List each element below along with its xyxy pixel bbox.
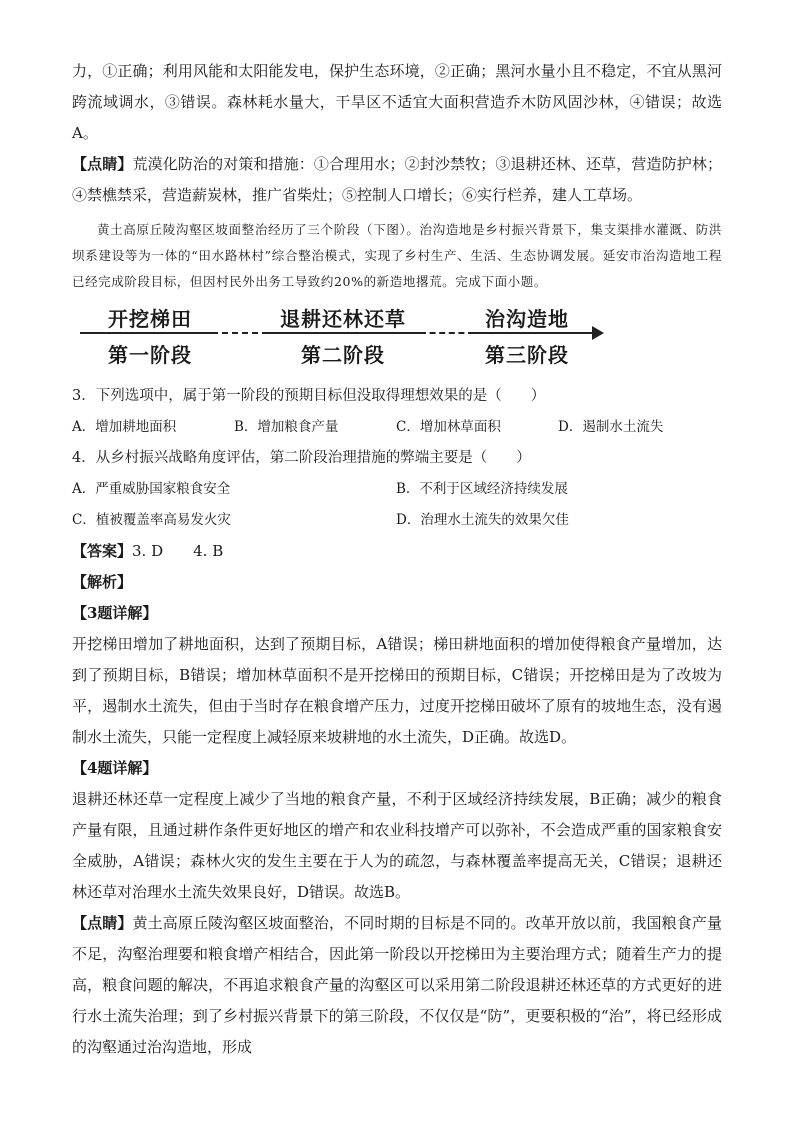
detail-3-text: 开挖梯田增加了耕地面积，达到了预期目标，A错误；梯田耕地面积的增加使得粮食产量增加，达到了预期目标，B错误；增加林草面积不是开挖梯田的预期目标，C错误；开挖梯田是为了改坡为平，遏制水土流失，但由于当时存在粮食增产压力，过度开挖梯田破坏了原有的坡地生态，没有遏制水土流失，只能一定程度上减轻原来坡耕地的水土流失，D正确。故选D。 xyxy=(72,635,722,746)
stages-diagram xyxy=(72,301,722,377)
document-page xyxy=(72,56,722,1063)
question-4-stem: 4．从乡村振兴战略角度评估，第二阶段治理措施的弊端主要是（ ） xyxy=(72,450,531,466)
tip-label: 【点睛】 xyxy=(72,155,133,173)
stage1-number: 第一阶段 xyxy=(108,343,192,367)
question-4-options-row2 xyxy=(72,505,722,536)
detail-4-label: 【4题详解】 xyxy=(72,759,158,777)
q4-option-a: A．严重威胁国家粮食安全 xyxy=(72,481,231,497)
analysis-label: 【解析】 xyxy=(72,573,133,591)
q4-option-b: B．不利于区域经济持续发展 xyxy=(396,481,568,497)
detail-3-label: 【3题详解】 xyxy=(72,604,158,622)
tip-2-text: 黄土高原丘陵沟壑区坡面整治，不同时期的目标是不同的。改革开放以前，我国粮食产量不足，沟壑治理要和粮食增产相结合，因此第一阶段以开挖梯田为主要治理方式；随着生产力的提高，粮食问题的解决，不再追求粮食产量的沟壑区可以采用第二阶段退耕还林还草的方式更好的进行水土流失治理；到了乡村振兴背景下的第三阶段，不仅仅是“防”，更要积极的“治”，将已经形成的沟壑通过治沟造地，形成 xyxy=(72,914,722,1056)
tip-paragraph xyxy=(72,908,722,1063)
question-3-options xyxy=(72,412,722,443)
q3-option-b: B．增加粮食产量 xyxy=(234,419,339,435)
stage2-number: 第二阶段 xyxy=(301,343,385,367)
stage1-label: 开挖梯田 xyxy=(108,307,192,331)
stage3-label: 治沟造地 xyxy=(485,307,569,331)
q3-option-c: C．增加林草面积 xyxy=(396,419,501,435)
paragraph-tip-desertification xyxy=(72,149,722,211)
detail-4-text: 退耕还林还草一定程度上减少了当地的粮食产量，不利于区域经济持续发展，B正确；减少的粮食产量有限，且通过耕作条件更好地区的增产和农业科技增产可以弥补，不会造成严重的国家粮食安全威胁，A错误；森林火灾的发生主要在于人为的疏忽，与森林覆盖率提高无关，C错误；退耕还林还草对治理水土流失效果良好，D错误。故选B。 xyxy=(72,790,722,901)
timeline-segment-3 xyxy=(474,332,592,334)
q3-option-d: D．遏制水土流失 xyxy=(558,419,664,435)
answer-label: 【答案】 xyxy=(72,542,133,560)
timeline-dash-1 xyxy=(212,332,268,334)
question-3-stem: 3．下列选项中，属于第一阶段的预期目标但没取得理想效果的是（ ） xyxy=(72,388,546,404)
timeline-dash-2 xyxy=(420,332,474,334)
tip-2-label: 【点睛】 xyxy=(72,914,133,932)
timeline-segment-1 xyxy=(80,332,212,334)
answer-line xyxy=(72,536,722,567)
timeline-segment-2 xyxy=(268,332,420,334)
q3-option-a: A．增加耕地面积 xyxy=(72,419,177,435)
material-intro: 黄土高原丘陵沟壑区坡面整治经历了三个阶段（下图）。治沟造地是乡村振兴背景下，集支渠排水灌溉、防洪坝系建设等为一体的“田水路林村”综合整治模式，实现了乡村生产、生活、生态协调发展。延安市治沟造地工程已经完成阶段目标，但因村民外出务工导致约20%的新造地撂荒。完成下面小题。 xyxy=(72,222,722,289)
paragraph-previous-answer: 力，①正确；利用风能和太阳能发电，保护生态环境，②正确；黑河水量小且不稳定，不宜从黑河跨流域调水，③错误。森林耗水量大，干旱区不适宜大面积营造乔木防风固沙林，④错误；故选A。 xyxy=(72,62,722,142)
q4-option-d: D．治理水土流失的效果欠佳 xyxy=(396,512,569,528)
stage2-label: 退耕还林还草 xyxy=(280,307,406,331)
q4-option-c: C．植被覆盖率高易发火灾 xyxy=(72,512,231,528)
answer-text: 3. D 4. B xyxy=(132,542,224,560)
stage3-number: 第三阶段 xyxy=(485,343,569,367)
question-4-options-row1 xyxy=(72,474,722,505)
tip-text: 荒漠化防治的对策和措施：①合理用水；②封沙禁牧；③退耕还林、还草，营造防护林；④禁樵禁采，营造薪炭林，推广省柴灶；⑤控制人口增长；⑥实行栏养，建人工草场。 xyxy=(72,155,722,204)
timeline-arrow-icon xyxy=(592,326,604,340)
